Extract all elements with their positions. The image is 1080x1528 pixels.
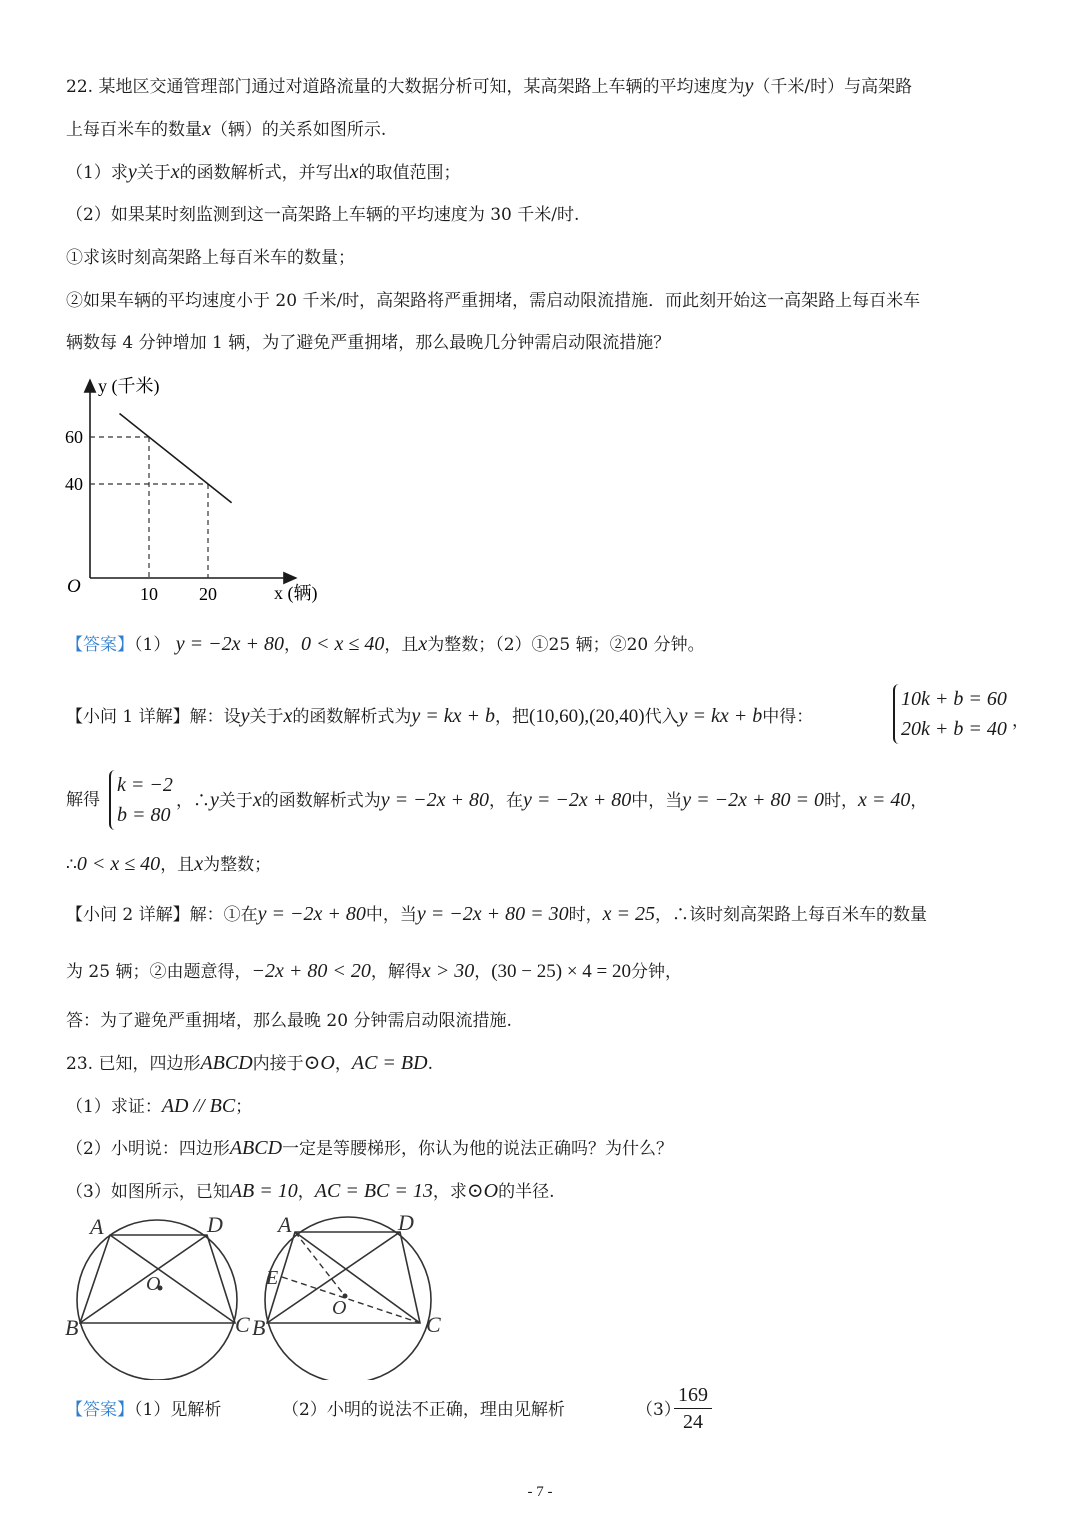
x-tick-label: 20 (199, 584, 217, 604)
diagonal-ac-1 (110, 1235, 235, 1323)
q22-text: （辆）的关系如图所示. (210, 120, 387, 140)
figure-2 (252, 1210, 441, 1380)
fraction-numerator: 169 (674, 1382, 712, 1409)
detail-text: ，解得 (370, 962, 422, 982)
detail-text: 的函数解析式为 (292, 707, 412, 727)
label-e-2: E (266, 1267, 279, 1289)
q22-part2-1: ①求该时刻高架路上每百米车的数量； (66, 248, 355, 268)
q23-part2 (66, 1136, 673, 1161)
detail2-line3: 答：为了避免严重拥堵，那么最晚 20 分钟需启动限流措施. (66, 1011, 512, 1031)
solution-k: k = −2 (117, 774, 173, 796)
q22-part2-2a: ②如果车辆的平均速度小于 20 千米/时，高架路将严重拥堵，需启动限流措施．而此刻开始这一高架路上每百米车 (66, 291, 921, 311)
answer-tag: 【答案】 (66, 635, 134, 655)
q23-text: ， (297, 1182, 315, 1202)
q23-text: （1）求证： (66, 1097, 162, 1117)
equation: y = −2x + 80 (523, 789, 632, 811)
detail-text: 解：设 (189, 707, 241, 727)
answer-tag: 【答案】 (66, 1400, 134, 1420)
page-number: - 7 - (527, 1484, 553, 1500)
label-c-1: C (235, 1312, 250, 1337)
q22-text: 22. 某地区交通管理部门通过对道路流量的大数据分析可知，某高架路上车辆的平均速度为 (66, 77, 745, 97)
detail-text: 关于 (218, 791, 253, 811)
answer-text: ， (283, 635, 301, 655)
detail-tag: 【小问 1 详解】 (66, 707, 190, 727)
y-tick-label: 60 (65, 427, 83, 447)
detail-text: ，把 (495, 707, 530, 727)
detail-text: 解得 (66, 790, 100, 810)
var-y: y (210, 789, 219, 811)
equation: y = −2x + 80 (175, 633, 284, 655)
answer23-part3: （3） (636, 1400, 681, 1420)
answer23-part2: （2）小明的说法不正确，理由见解析 (282, 1400, 565, 1420)
label-b-2: B (252, 1315, 266, 1340)
equation: y = −2x + 80 = 0 (682, 789, 825, 811)
equation: y = −2x + 80 (257, 903, 366, 925)
detail-text: 关于 (249, 707, 284, 727)
answer-part-1: （1）见解析 (134, 1400, 222, 1420)
q23-part3 (66, 1179, 554, 1204)
detail-text: ， (910, 791, 928, 811)
var-x: x (349, 161, 359, 183)
q22-part2: （2）如果某时刻监测到这一高架路上车辆的平均速度为 30 千米/时. (66, 205, 580, 225)
label-a-2: A (278, 1212, 292, 1237)
answer23 (66, 1398, 221, 1422)
detail1-line1 (66, 704, 813, 729)
answer-text: 为整数；（2）①25 辆；②20 分钟。 (427, 635, 705, 655)
var-x: x (194, 853, 204, 875)
x-tick-label: 10 (140, 584, 158, 604)
q23-text: （2）小明说：四边形 (66, 1139, 230, 1159)
detail-text: ∴ (66, 855, 77, 875)
equation: y = −2x + 80 (380, 789, 490, 811)
detail-text: 中，当 (365, 905, 417, 925)
label-d-2: D (398, 1210, 414, 1235)
q23-part1 (66, 1094, 252, 1119)
var-x: x (283, 705, 293, 727)
quad-name: ABCD (229, 1137, 283, 1159)
var-y: y (240, 705, 250, 727)
x-axis-label: x (辆) (274, 583, 318, 603)
detail-tag: 【小问 2 详解】 (66, 905, 190, 925)
detail-text: 解：①在 (189, 905, 258, 925)
q22-text: （1）求 (66, 163, 128, 183)
detail-text: ，在 (489, 791, 524, 811)
label-d-1: D (207, 1212, 223, 1237)
detail2-line2 (66, 959, 682, 984)
q23-text: ； (235, 1097, 253, 1117)
label-o-2: O (332, 1297, 347, 1319)
equation: y = kx + b (411, 705, 496, 727)
equation: x = 25 (602, 903, 655, 925)
y-axis-label: y (千米) (98, 376, 160, 396)
detail2-line1 (66, 902, 927, 927)
quad-name: ABCD (200, 1052, 253, 1074)
label-o-1: O (146, 1273, 161, 1295)
answer-text: （1） (134, 635, 171, 655)
detail-text: ，且 (160, 855, 195, 875)
var-y: y (127, 161, 137, 183)
equation: y = kx + b (678, 705, 763, 727)
range: 0 < x ≤ 40 (76, 853, 161, 875)
detail-text: 为 25 辆；②由题意得， (66, 962, 252, 982)
equation: AC = BD (351, 1052, 428, 1074)
detail1-line2 (66, 788, 100, 812)
q23-text: 一定是等腰梯形，你认为他的说法正确吗？为什么？ (282, 1139, 674, 1159)
var-y: y (744, 75, 754, 97)
fraction-denominator: 24 (683, 1411, 703, 1433)
equation: AB = 10 (229, 1180, 298, 1202)
var-x: x (418, 633, 428, 655)
points: (10,60),(20,40) (529, 706, 645, 727)
q22-text: 关于 (136, 163, 171, 183)
solution-system (109, 770, 173, 830)
figure-1 (65, 1212, 250, 1380)
diagonal-ac-2 (295, 1232, 420, 1323)
solution-b: b = 80 (117, 804, 171, 826)
q23-text: 的半径. (498, 1182, 555, 1202)
equation: y = −2x + 80 = 30 (416, 903, 569, 925)
q23-text: ， (334, 1054, 352, 1074)
equation: (30 − 25) × 4 = 20 (491, 961, 632, 982)
q22-text: 的函数解析式，并写出 (179, 163, 350, 183)
equation: −2x + 80 < 20 (251, 960, 371, 982)
var-x: x (170, 161, 180, 183)
detail1-line3 (66, 852, 271, 877)
label-c-2: C (426, 1312, 441, 1337)
range: 0 < x ≤ 40 (300, 633, 385, 655)
detail-text: 时， (568, 905, 603, 925)
q22-text: （千米/时）与高架路 (753, 77, 913, 97)
q22-part2-2b: 辆数每 4 分钟增加 1 辆，为了避免严重拥堵，那么最晚几分钟需启动限流措施？ (66, 333, 671, 353)
q22-line1 (66, 74, 912, 99)
detail-text: ， (1012, 711, 1029, 731)
detail-text: 中得： (762, 707, 814, 727)
q23-line1 (66, 1051, 433, 1076)
q22-part1 (66, 160, 461, 185)
detail-text: ，∴ (176, 791, 210, 811)
origin-label: O (67, 576, 81, 597)
q22-line2 (66, 117, 386, 142)
q23-text: . (427, 1054, 433, 1074)
system-eq-2: 20k + b = 40 (901, 718, 1007, 740)
var-x: x (252, 789, 262, 811)
series-line (120, 414, 232, 503)
diagonal-bd-1 (80, 1235, 207, 1323)
circle-o: ⊙O (303, 1052, 335, 1074)
circle-2 (265, 1217, 431, 1380)
y-tick-label: 40 (65, 474, 83, 494)
equation: x > 30 (421, 960, 475, 982)
q23-text: ，求 (432, 1182, 467, 1202)
q22-text: 上每百米车的数量 (66, 120, 202, 140)
line-chart (60, 370, 340, 610)
label-a-1: A (90, 1214, 104, 1239)
equation: x = 40 (858, 789, 911, 811)
detail-text: 中，当 (631, 791, 683, 811)
answer22 (66, 632, 705, 657)
equation: AC = BC = 13 (314, 1180, 433, 1202)
system-eq-1: 10k + b = 60 (901, 688, 1007, 710)
geometry-figures (60, 1210, 460, 1380)
detail-text: 分钟， (631, 962, 683, 982)
equation-system (893, 684, 1007, 744)
q22-text: 的取值范围； (358, 163, 461, 183)
answer-fraction (674, 1382, 712, 1435)
label-b-1: B (65, 1315, 79, 1340)
detail-text: 为整数； (203, 855, 272, 875)
detail1-line2-rest (176, 788, 927, 813)
q23-text: 23. 已知，四边形 (66, 1054, 201, 1074)
answer-text: ，且 (384, 635, 419, 655)
var-x: x (202, 118, 211, 140)
detail-text: 时， (824, 791, 859, 811)
circle-1 (77, 1220, 237, 1380)
detail-text: ，∴该时刻高架路上每百米车的数量 (655, 905, 927, 925)
q23-text: （3）如图所示，已知 (66, 1182, 230, 1202)
detail-text: 的函数解析式为 (261, 791, 381, 811)
dashed-ec (282, 1277, 420, 1323)
detail-text: ， (474, 962, 492, 982)
q23-text: 内接于 (252, 1054, 304, 1074)
equation: AD // BC (161, 1095, 236, 1117)
detail-text: 代入 (644, 707, 679, 727)
circle-o: ⊙O (466, 1180, 499, 1202)
